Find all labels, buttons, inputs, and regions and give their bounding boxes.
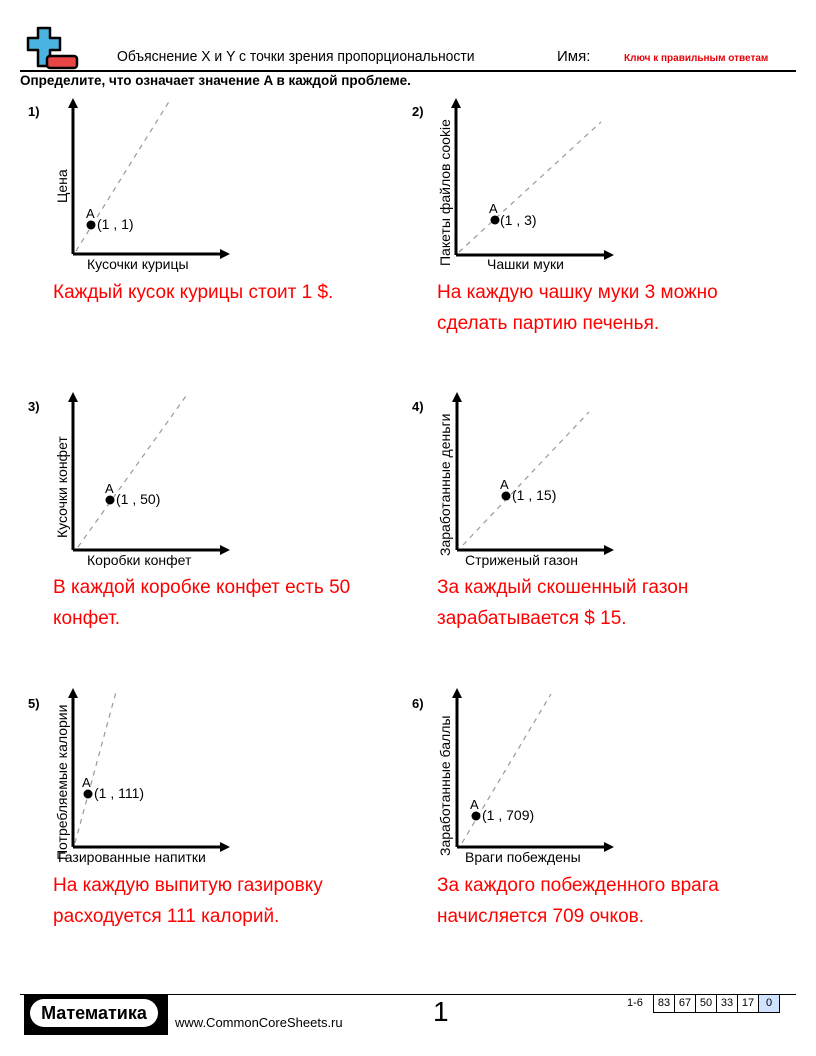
answer-text: В каждой коробке конфет есть 50 конфет. <box>53 577 351 629</box>
answer-text: За каждого побежденного врага начисляется 709 очков. <box>437 875 719 927</box>
x-axis-label: Стриженый газон <box>465 552 578 568</box>
score-table <box>653 994 780 1013</box>
problem-number: 5) <box>28 696 40 711</box>
point-name: A <box>86 206 95 221</box>
score-range: 1-6 <box>627 997 643 1009</box>
answer-text: Каждый кусок курицы стоит 1 $. <box>53 282 334 303</box>
axes <box>60 96 240 266</box>
axes <box>60 390 240 560</box>
point-label: (1 , 1) <box>97 216 134 232</box>
brand-label: Математика <box>30 999 158 1027</box>
name-label: Имя: <box>557 48 591 65</box>
answer-text: За каждый скошенный газон зарабатывается $ 15. <box>437 577 689 629</box>
axes <box>60 686 240 856</box>
score-cell: 50 <box>696 994 717 1013</box>
y-axis-label: Кусочки конфет <box>54 436 70 538</box>
score-cell: 67 <box>675 994 696 1013</box>
site-url[interactable]: www.CommonCoreSheets.ru <box>175 1015 343 1030</box>
y-axis-label: Потребляемые калории <box>54 704 70 860</box>
x-axis-label: Газированные напитки <box>58 849 206 865</box>
problem-number: 6) <box>412 696 424 711</box>
x-axis-label: Враги побеждены <box>465 849 581 865</box>
point-label: (1 , 111) <box>94 785 145 801</box>
problem-number: 3) <box>28 399 40 414</box>
worksheet-title: Объяснение X и Y с точки зрения пропорциональности <box>117 48 475 65</box>
answer-text: На каждую чашку муки 3 можно сделать партию печенья. <box>437 282 718 334</box>
x-axis-label: Коробки конфет <box>87 552 192 568</box>
score-cell: 83 <box>653 994 675 1013</box>
point-name: A <box>82 775 91 790</box>
point-label: (1 , 15) <box>512 487 557 503</box>
y-axis-label: Цена <box>54 169 70 203</box>
score-cell: 33 <box>717 994 738 1013</box>
score-cell: 17 <box>738 994 759 1013</box>
axes <box>443 686 623 856</box>
problem-number: 4) <box>412 399 424 414</box>
x-axis-label: Кусочки курицы <box>87 256 189 272</box>
header-divider <box>20 70 796 72</box>
problem-number: 1) <box>28 104 40 119</box>
point-label: (1 , 3) <box>500 212 537 228</box>
point-name: A <box>470 797 479 812</box>
point-name: A <box>489 201 498 216</box>
plus-minus-logo-icon <box>24 26 80 70</box>
brand-badge <box>24 995 168 1035</box>
y-axis-label: Заработанные деньги <box>437 413 453 556</box>
point-label: (1 , 709) <box>482 807 535 823</box>
page-number: 1 <box>433 996 449 1027</box>
instructions: Определите, что означает значение A в каждой проблеме. <box>20 73 411 88</box>
point-name: A <box>500 477 509 492</box>
axes <box>443 390 623 560</box>
x-axis-label: Чашки муки <box>487 256 564 272</box>
answer-text: На каждую выпитую газировку расходуется 111 калорий. <box>53 875 323 927</box>
problem-number: 2) <box>412 104 424 119</box>
score-cell: 0 <box>759 994 780 1013</box>
y-axis-label: Пакеты файлов cookie <box>437 119 453 266</box>
y-axis-label: Заработанные баллы <box>437 715 453 856</box>
axes <box>443 96 623 266</box>
point-name: A <box>105 481 114 496</box>
answer-key-label: Ключ к правильным ответам <box>624 53 769 64</box>
point-label: (1 , 50) <box>116 491 161 507</box>
